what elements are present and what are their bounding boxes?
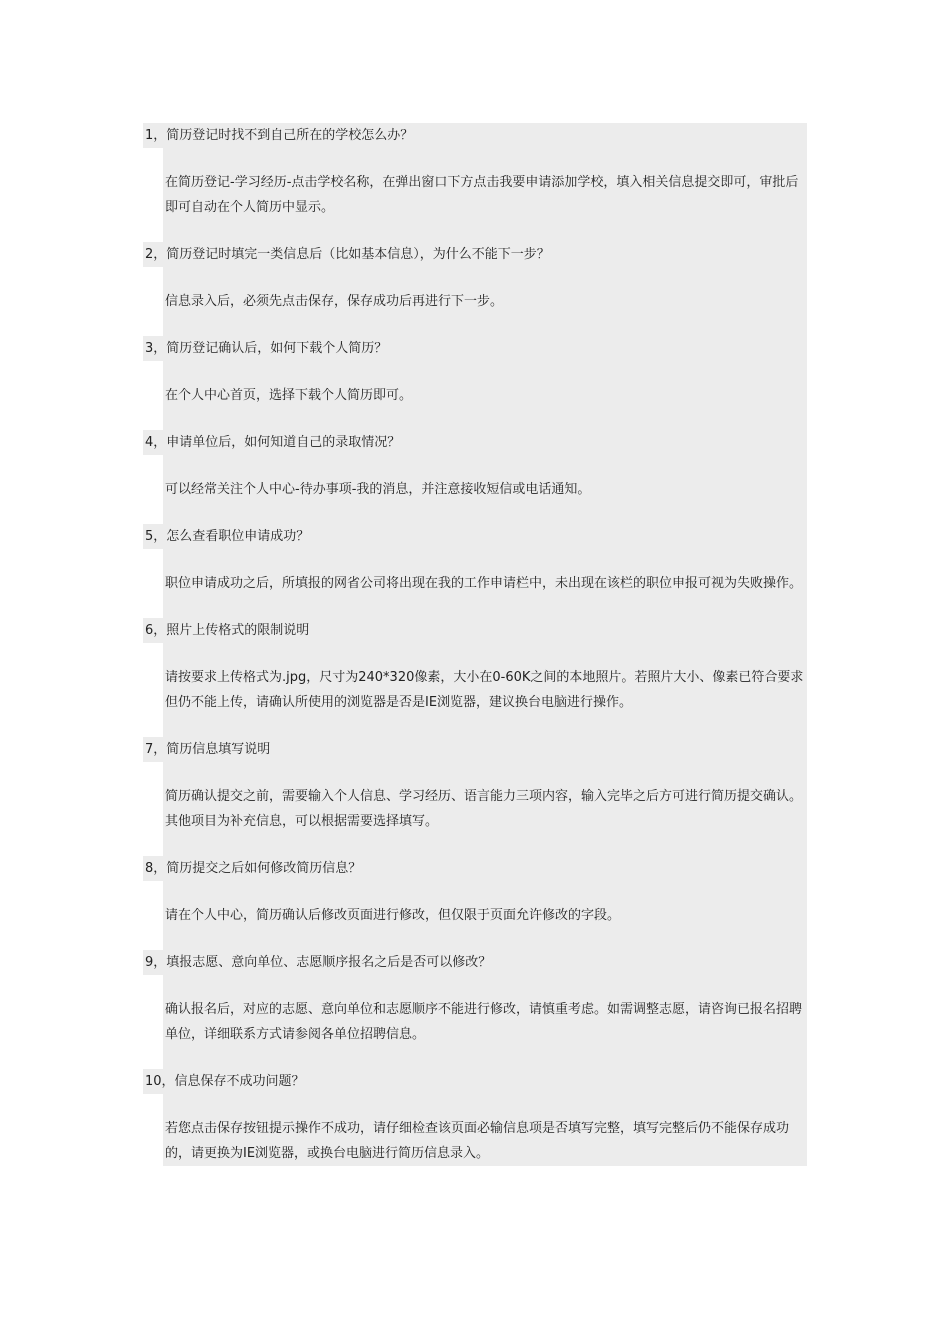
spacer <box>163 928 807 950</box>
spacer <box>163 762 807 784</box>
spacer <box>163 1047 807 1069</box>
faq-question: 2，简历登记时填完一类信息后（比如基本信息），为什么不能下一步？ <box>143 242 807 267</box>
faq-item <box>143 123 807 242</box>
faq-answer: 职位申请成功之后，所填报的网省公司将出现在我的工作申请栏中，未出现在该栏的职位申报可视为失败操作。 <box>163 571 807 596</box>
faq-question: 7，简历信息填写说明 <box>143 737 807 762</box>
faq-question: 8，简历提交之后如何修改简历信息？ <box>143 856 807 881</box>
faq-list <box>143 123 807 1166</box>
faq-item <box>143 950 807 1069</box>
faq-item <box>143 618 807 737</box>
faq-answer: 若您点击保存按钮提示操作不成功，请仔细检查该页面必输信息项是否填写完整，填写完整后仍不能保存成功的，请更换为IE浏览器，或换台电脑进行简历信息录入。 <box>163 1116 807 1166</box>
spacer <box>163 549 807 571</box>
faq-question: 1，简历登记时找不到自己所在的学校怎么办？ <box>143 123 807 148</box>
spacer <box>163 1094 807 1116</box>
faq-item <box>143 336 807 430</box>
spacer <box>163 975 807 997</box>
faq-answer: 在个人中心首页，选择下载个人简历即可。 <box>163 383 807 408</box>
spacer <box>163 220 807 242</box>
faq-item <box>143 856 807 950</box>
spacer <box>163 148 807 170</box>
faq-question: 3，简历登记确认后，如何下载个人简历？ <box>143 336 807 361</box>
faq-item <box>143 737 807 856</box>
faq-question: 5，怎么查看职位申请成功？ <box>143 524 807 549</box>
spacer <box>163 314 807 336</box>
faq-item <box>143 430 807 524</box>
spacer <box>163 361 807 383</box>
faq-answer: 信息录入后，必须先点击保存，保存成功后再进行下一步。 <box>163 289 807 314</box>
spacer <box>163 881 807 903</box>
faq-item <box>143 242 807 336</box>
faq-answer: 简历确认提交之前，需要输入个人信息、学习经历、语言能力三项内容，输入完毕之后方可进行简历提交确认。其他项目为补充信息，可以根据需要选择填写。 <box>163 784 807 834</box>
faq-answer: 请在个人中心，简历确认后修改页面进行修改，但仅限于页面允许修改的字段。 <box>163 903 807 928</box>
spacer <box>163 715 807 737</box>
faq-question: 4，申请单位后，如何知道自己的录取情况？ <box>143 430 807 455</box>
faq-item <box>143 1069 807 1166</box>
spacer <box>163 596 807 618</box>
faq-answer: 请按要求上传格式为.jpg，尺寸为240*320像素，大小在0-60K之间的本地照片。若照片大小、像素已符合要求但仍不能上传，请确认所使用的浏览器是否是IE浏览器，建议换台电脑进行操作。 <box>163 665 807 715</box>
spacer <box>163 267 807 289</box>
spacer <box>163 455 807 477</box>
faq-question: 10，信息保存不成功问题？ <box>143 1069 807 1094</box>
faq-question: 9，填报志愿、意向单位、志愿顺序报名之后是否可以修改？ <box>143 950 807 975</box>
faq-answer: 确认报名后，对应的志愿、意向单位和志愿顺序不能进行修改，请慎重考虑。如需调整志愿，请咨询已报名招聘单位，详细联系方式请参阅各单位招聘信息。 <box>163 997 807 1047</box>
spacer <box>163 834 807 856</box>
faq-answer: 在简历登记-学习经历-点击学校名称，在弹出窗口下方点击我要申请添加学校，填入相关信息提交即可，审批后即可自动在个人简历中显示。 <box>163 170 807 220</box>
spacer <box>163 408 807 430</box>
spacer <box>163 502 807 524</box>
spacer <box>163 643 807 665</box>
faq-answer: 可以经常关注个人中心-待办事项-我的消息，并注意接收短信或电话通知。 <box>163 477 807 502</box>
faq-question: 6，照片上传格式的限制说明 <box>143 618 807 643</box>
faq-item <box>143 524 807 618</box>
